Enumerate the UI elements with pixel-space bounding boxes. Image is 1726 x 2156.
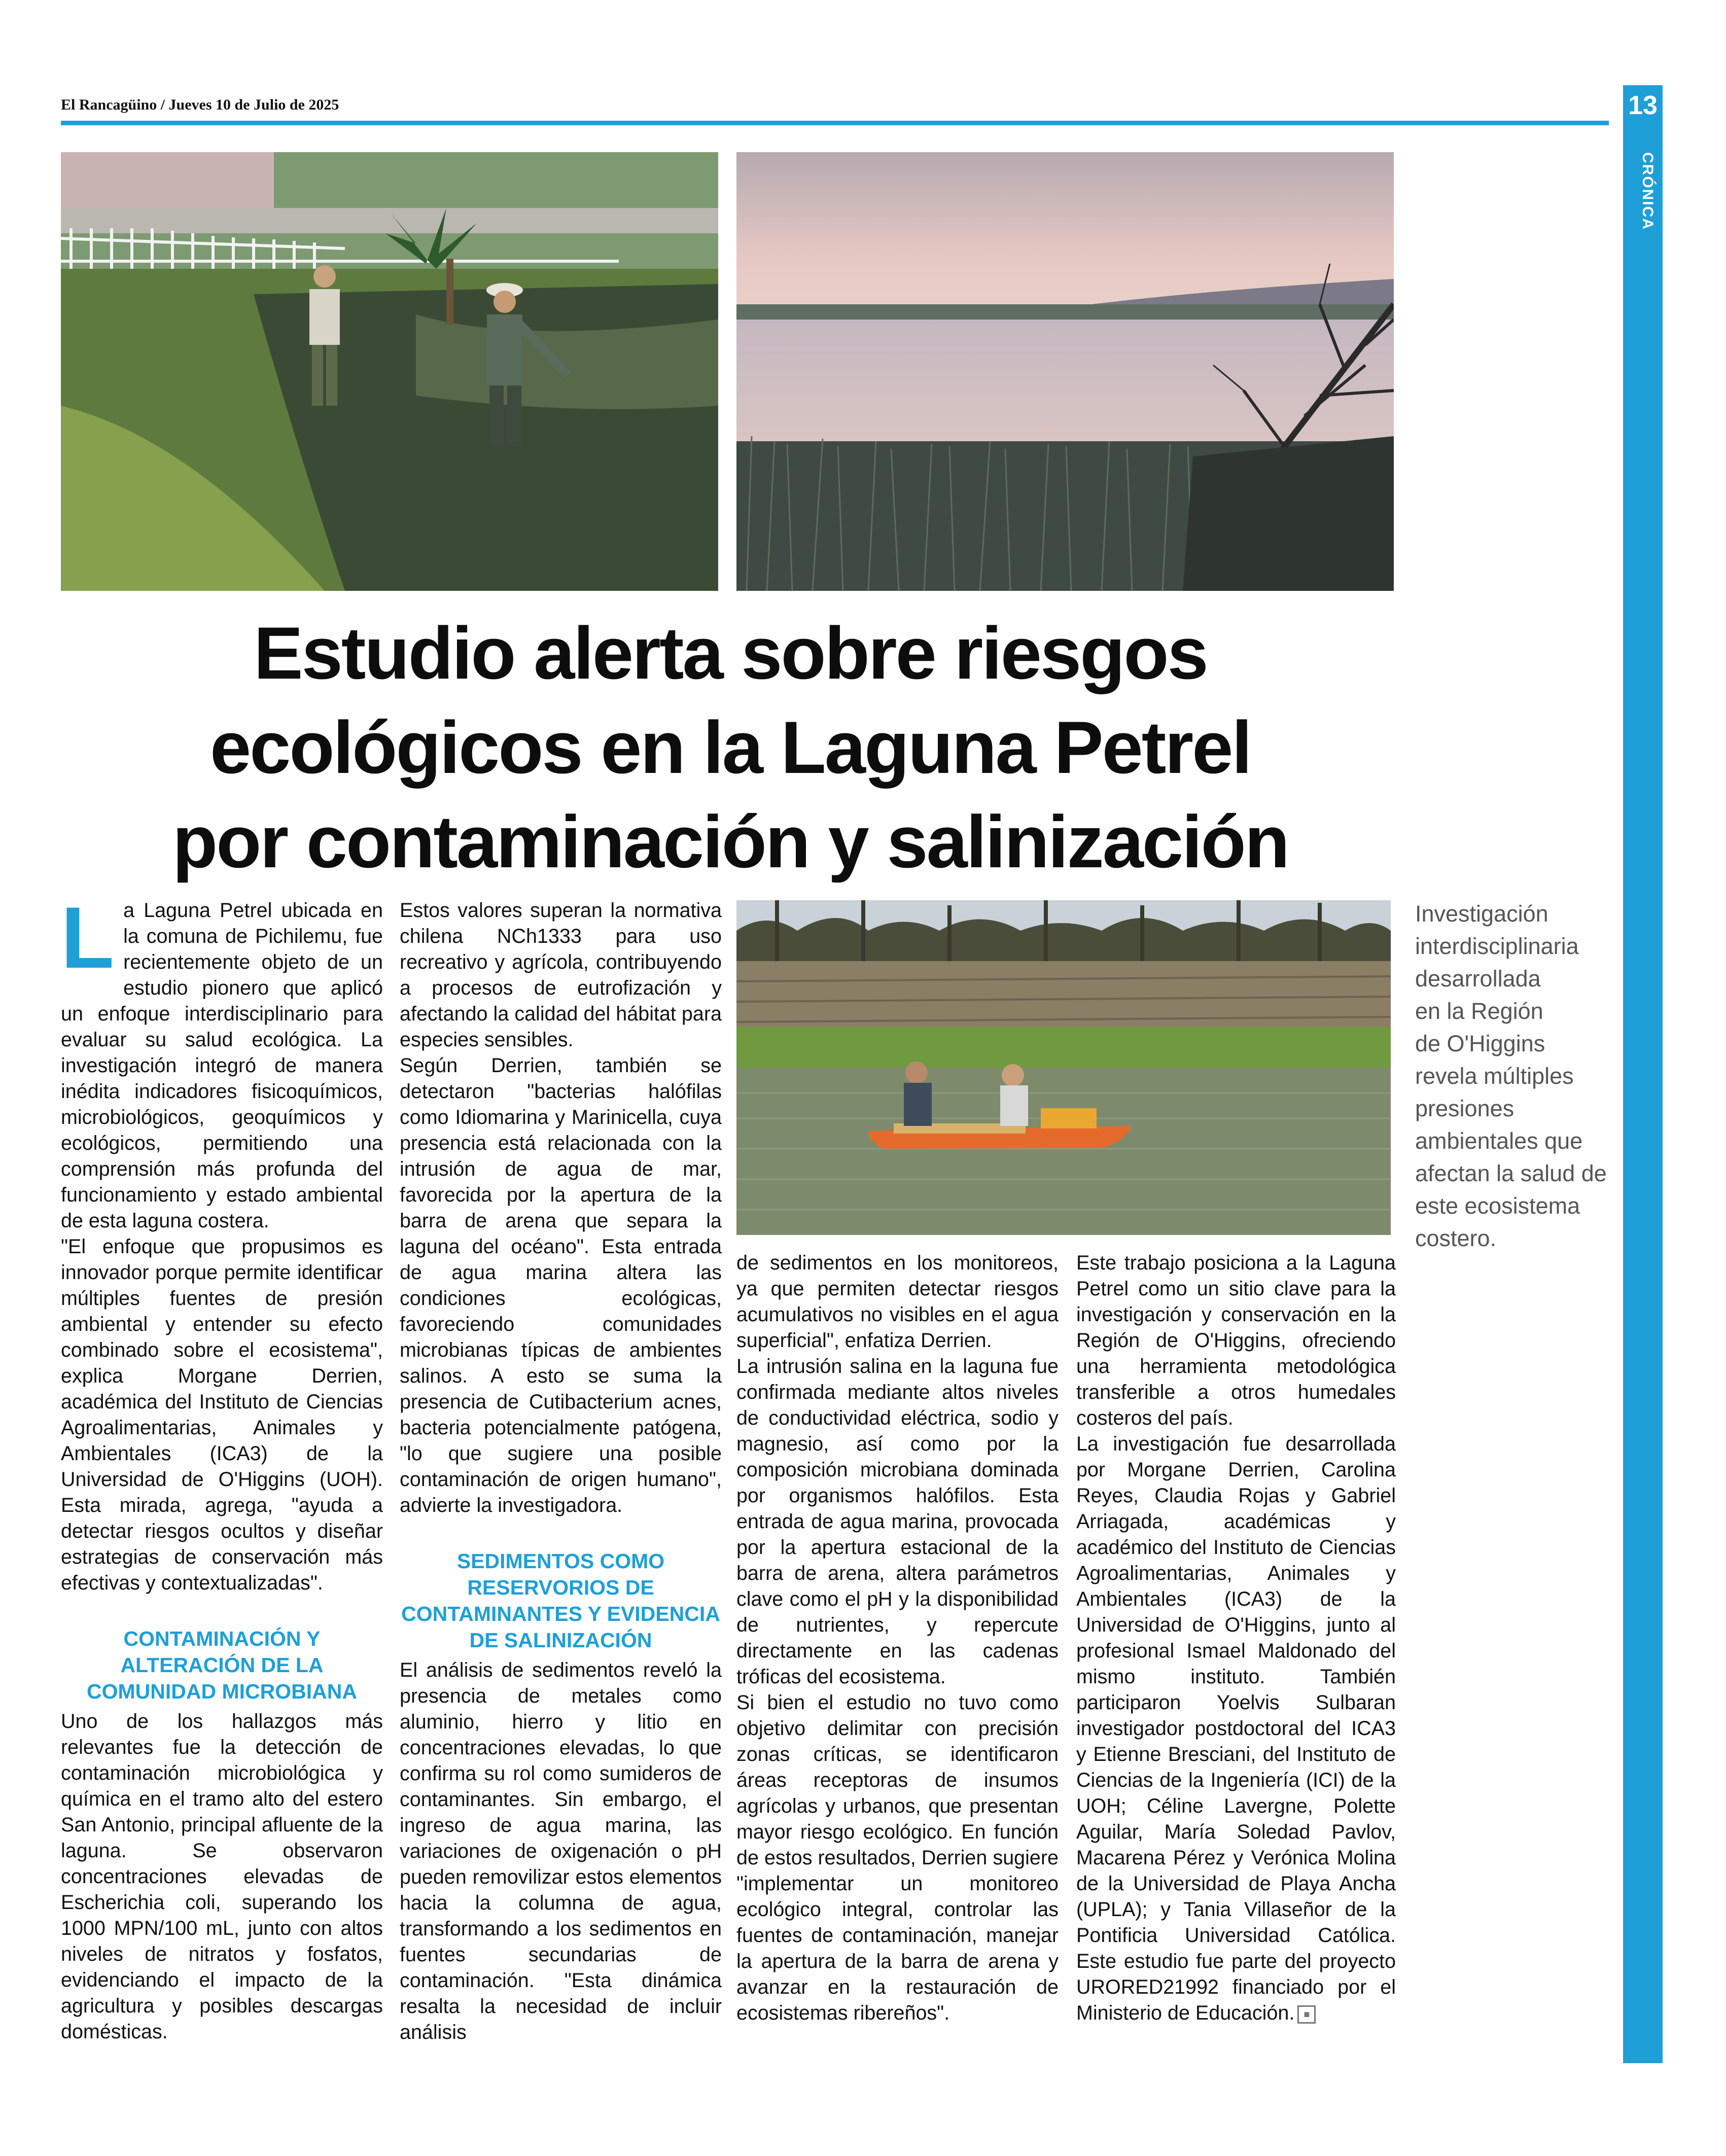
article-column-2 <box>400 898 722 2045</box>
headline-line-3: por contaminación y salinización <box>172 800 1288 883</box>
drop-cap: L <box>61 889 115 986</box>
headline-line-2: ecológicos en la Laguna Petrel <box>210 706 1251 789</box>
headline-line-1: Estudio alerta sobre riesgos <box>254 612 1207 694</box>
lead-paragraph <box>61 889 383 1234</box>
subhead-contaminacion: CONTAMINACIÓN Y ALTERACIÓN DE LA COMUNIDAD MICROBIANA <box>87 1627 357 1703</box>
issue-date: / Jueves 10 de Julio de 2025 <box>160 96 339 113</box>
article-column-3 <box>736 1250 1059 2026</box>
subhead-sedimentos: SEDIMENTOS COMO RESERVORIOS DE CONTAMINANTES Y EVIDENCIA DE SALINIZACIÓN <box>401 1549 720 1652</box>
paragraph: Estos valores superan la normativa chilena NCh1333 para uso recreativo y agrícola, contribuyendo a procesos de eutrofización y afectando la calidad del hábitat para especies sensibles. <box>400 899 722 1051</box>
page-number: 13 <box>1628 91 1658 120</box>
closing-text: La investigación fue desarrollada por Morgane Derrien, Carolina Reyes, Claudia Rojas y Gabriel Arriagada, académicas y académico del Instituto de Ciencias Agroalimentarias, Animales y Ambientales (ICA3) de la Universidad de O'Higgins, junto al profesional Ismael Maldonado del mismo instituto. También participaron Yoelvis Sulbaran investigador postdoctoral del ICA3 y Etienne Bresciani, del Instituto de Ciencias de la Ingeniería (ICI) de la UOH; Céline Lavergne, Polette Aguilar, María Soledad Pavlov, Macarena Pérez y Verónica Molina de la Universidad de Playa Ancha (UPLA); y Tania Villaseñor de la Pontificia Universidad Católica. Este estudio fue parte del proyecto URORED21992 financiado por el Ministerio de Educación. <box>1076 1433 1396 2024</box>
paragraph: La intrusión salina en la laguna fue confirmada mediante altos niveles de conductividad eléctrica, sodio y magnesio, así como por la composición microbiana dominada por organismos halófilos. Esta entrada de agua marina, provocada por la apertura estacional de la barra de arena, altera parámetros clave como el pH y la disponibilidad de nutrientes, y repercute directamente en las cadenas tróficas del ecosistema. <box>736 1355 1059 1688</box>
header-rule <box>61 121 1609 125</box>
paragraph: Uno de los hallazgos más relevantes fue la detección de contaminación microbiológica y química en el tramo alto del estero San Antonio, principal afluente de la laguna. Se observaron concentraciones elevadas de Escherichia coli, superando los 1000 MPN/100 mL, junto con altos niveles de nitratos y fosfatos, evidenciando el impacto de la agricultura y posibles descargas domésticas. <box>61 1710 383 2043</box>
lead-text: a Laguna Petrel ubicada en la comuna de Pichilemu, fue recientemente objeto de un estudio pionero que aplicó un enfoque interdisciplinario para evaluar su salud ecológica. La investigación integró de manera inédita indicadores fisicoquímicos, microbiológicos, geoquímicos y ecológicos, permitiendo una comprensión más profunda del funcionamiento y estado ambiental de esta laguna costera. <box>61 899 383 1232</box>
caption-line: revela múltiples <box>1415 1063 1574 1089</box>
newspaper-name: El Rancagüino <box>61 96 157 113</box>
section-label: CRÓNICA <box>1639 152 1656 230</box>
photo-lagoon-dusk <box>736 152 1394 591</box>
end-mark-icon: ■ <box>1297 2005 1316 2024</box>
paragraph: Según Derrien, también se detectaron "bacterias halófilas como Idiomarina y Marinicella, cuya presencia está relacionada con la intrusión de agua de mar, favorecida por la apertura de la barra de arena que separa la laguna del océano". Esta entrada de agua marina altera las condiciones ecológicas, favoreciendo comunidades microbianas típicas de ambientes salinos. A esto se suma la presencia de Cutibacterium acnes, bacteria potencialmente patógena, "lo que sugiere una posible contaminación de origen humano", advierte la investigadora. <box>400 1054 722 1516</box>
paragraph: "El enfoque que propusimos es innovador porque permite identificar múltiples fuentes de presión ambiental y entender su efecto combinado sobre el ecosistema", explica Morgane Derrien, académica del Instituto de Ciencias Agroalimentarias, Animales y Ambientales (ICA3) de la Universidad de O'Higgins (UOH). Esta mirada, agrega, "ayuda a detectar riesgos ocultos y diseñar estrategias de conservación más efectivas y contextualizadas". <box>61 1235 383 1594</box>
caption-line: costero. <box>1415 1225 1497 1251</box>
paragraph: de sedimentos en los monitoreos, ya que permiten detectar riesgos acumulativos no visibles en el agua superficial", enfatiza Derrien. <box>736 1252 1059 1352</box>
headline <box>61 606 1400 889</box>
article-column-4 <box>1076 1250 1396 2026</box>
caption-line: afectan la salud de <box>1415 1160 1607 1186</box>
caption-line: de O'Higgins <box>1415 1031 1545 1056</box>
article-column-1 <box>61 889 383 2045</box>
caption-line: en la Región <box>1415 998 1543 1024</box>
caption-line: Investigación <box>1415 901 1548 927</box>
caption-line: desarrollada <box>1415 966 1541 992</box>
paragraph: Este trabajo posiciona a la Laguna Petrel como un sitio clave para la investigación y conservación en la Región de O'Higgins, ofreciendo una herramienta metodológica transferible a otros humedales costeros del país. <box>1076 1252 1396 1429</box>
photo-kayak-sampling <box>736 900 1391 1235</box>
caption-line: este ecosistema <box>1415 1193 1580 1219</box>
caption-line: interdisciplinaria <box>1415 933 1579 959</box>
photo-researchers-sampling <box>61 152 718 591</box>
masthead-line <box>61 96 339 114</box>
caption-line: ambientales que <box>1415 1128 1583 1154</box>
section-sidebar <box>1623 85 1663 2063</box>
paragraph: El análisis de sedimentos reveló la presencia de metales como aluminio, hierro y litio en concentraciones elevadas, lo que confirma su rol como sumideros de contaminantes. Sin embargo, el ingreso de agua marina, las variaciones de oxigenación o pH pueden removilizar estos elementos hacia la columna de agua, transformando a los sedimentos en fuentes secundarias de contaminación. "Esta dinámica resalta la necesidad de incluir análisis <box>400 1659 722 2043</box>
caption-line: presiones <box>1415 1095 1514 1121</box>
paragraph: Si bien el estudio no tuvo como objetivo delimitar con precisión zonas críticas, se identificaron áreas receptoras de insumos agrícolas y urbanos, que presentan mayor riesgo ecológico. En función de estos resultados, Derrien sugiere "implementar un monitoreo ecológico integral, controlar las fuentes de contaminación, manejar la apertura de la barra de arena y avanzar en la restauración de ecosistemas ribereños". <box>736 1691 1059 2024</box>
paragraph <box>1076 1431 1396 2026</box>
photo-caption <box>1415 898 1618 1255</box>
